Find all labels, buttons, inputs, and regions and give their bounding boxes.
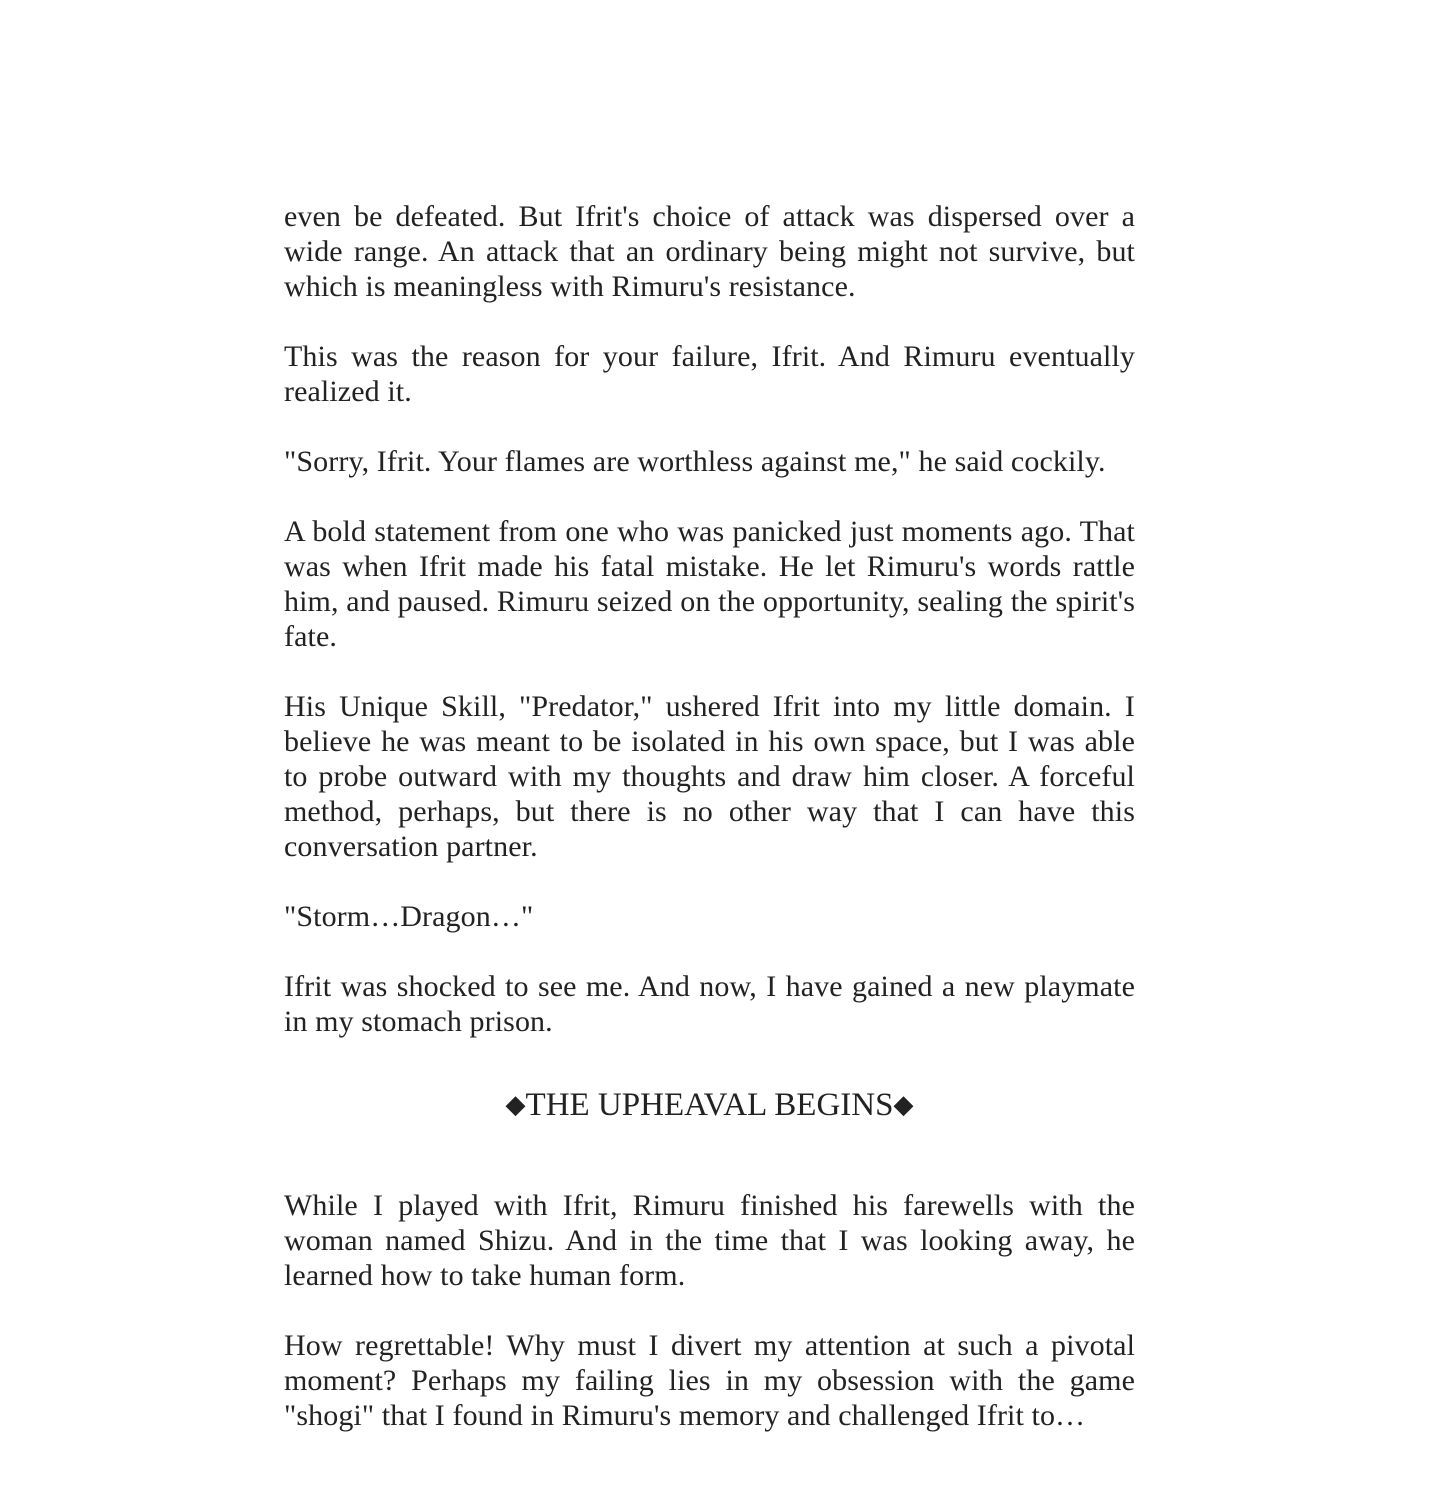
paragraph-6: "Storm…Dragon…" [284,900,534,933]
paragraph-9: How regrettable! Why must I divert my attention at such a pivotal moment? Perhaps my failing lies in my obsession with the game "shogi" that I found in Rimuru's memory and challenged Ifrit to… [284,1329,1135,1432]
section-heading-title: THE UPHEAVAL BEGINS [525,1087,894,1123]
paragraph-2: This was the reason for your failure, Ifrit. And Rimuru eventually realized it. [284,340,1135,408]
paragraph-8: While I played with Ifrit, Rimuru finished his farewells with the woman named Shizu. And in the time that I was looking away, he learned how to take human form. [284,1189,1135,1292]
paragraph-3: "Sorry, Ifrit. Your flames are worthless against me," he said cockily. [284,445,1106,478]
paragraph-1: even be defeated. But Ifrit's choice of attack was dispersed over a wide range. An attack that an ordinary being might not survive, but which is meaningless with Rimuru's resistance. [284,200,1135,303]
paragraph-4: A bold statement from one who was panicked just moments ago. That was when Ifrit made his fatal mistake. He let Rimuru's words rattle him, and paused. Rimuru seized on the opportunity, sealing the spirit's fate. [284,515,1135,653]
paragraph-5: His Unique Skill, "Predator," ushered Ifrit into my little domain. I believe he was meant to be isolated in his own space, but I was able to probe outward with my thoughts and draw him closer. A forceful method, perhaps, but there is no other way that I can have this conversation partner. [284,690,1135,863]
book-page [284,199,1135,1433]
section-heading [284,1085,1135,1125]
diamond-ornament-right-icon: ◆ [893,1090,914,1120]
paragraph-7: Ifrit was shocked to see me. And now, I have gained a new playmate in my stomach prison. [284,970,1135,1038]
diamond-ornament-left-icon: ◆ [505,1090,526,1120]
